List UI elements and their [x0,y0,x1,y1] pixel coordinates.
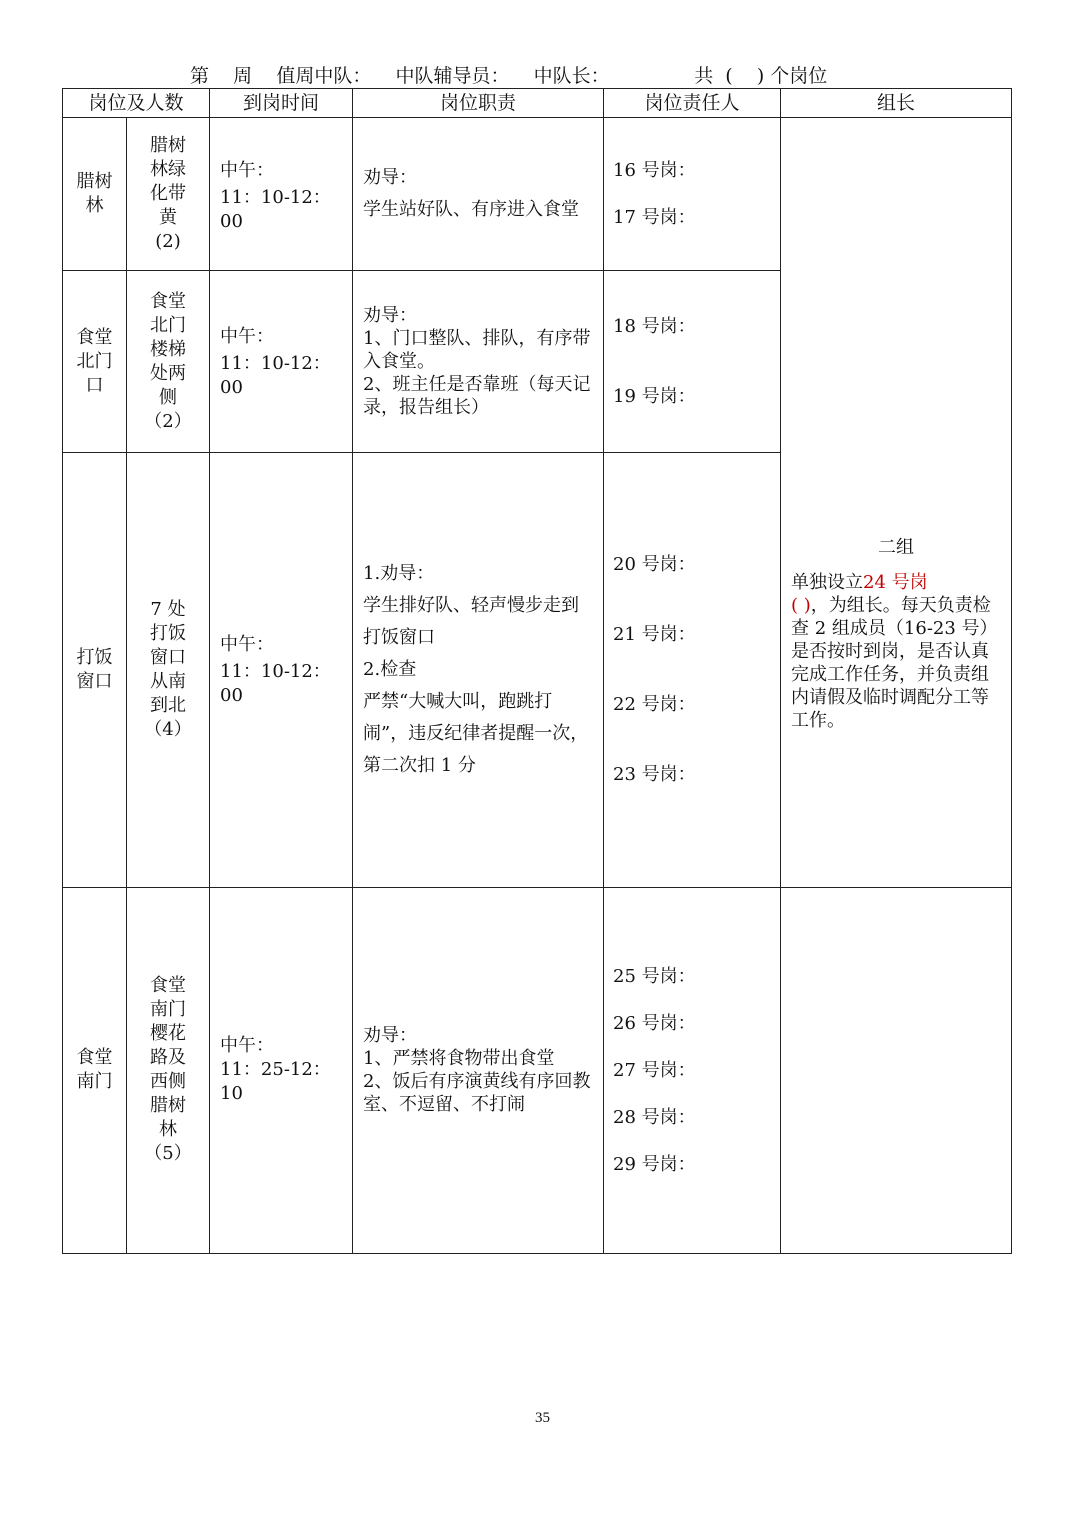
area-cell: 食堂北门口 [63,271,127,453]
time-cell: 中午： 11：25-12：10 [210,887,353,1253]
leader-name-blank: ( ) [791,594,811,616]
area-cell: 打饭窗口 [63,453,127,887]
leader-post-highlight: 24 号岗 [863,571,928,593]
leader-cell [781,118,1012,888]
spot-cell: 食堂南门樱花路及西侧腊树林 （5） [127,887,210,1253]
page-number: 35 [535,1410,550,1426]
spot-cell: 腊树林绿化带黄 (2) [127,118,210,271]
post-cell: 18 号岗： 19 号岗： [604,271,781,453]
time-cell: 中午： 11：10-12：00 [210,453,353,887]
col-header-duty: 岗位职责 [353,89,604,118]
col-header-person: 岗位责任人 [604,89,781,118]
duty-cell: 1.劝导： 学生排好队、轻声慢步走到打饭窗口 2.检查 严禁“大喊大叫，跑跳打闹”，违反纪律者提醒一次，第二次扣 1 分 [353,453,604,887]
post-cell: 20 号岗： 21 号岗： 22 号岗： 23 号岗： [604,453,781,887]
leader-description: 单独设立24 号岗 ( )，为组长。每天负责检查 2 组成员（16-23 号）是否按时到岗，是否认真完成工作任务，并负责组内请假及临时调配分工等工作。 [791,571,998,731]
page-header: 第 周 值周中队： 中队辅导员： 中队长： 共 ( ) 个岗位 [190,65,828,87]
area-cell: 腊树林 [63,118,127,271]
duty-cell: 劝导： 1、严禁将食物带出食堂 2、饭后有序演黄线有序回教室、不逗留、不打闹 [353,887,604,1253]
post-cell: 16 号岗： 17 号岗： [604,118,781,271]
group-name: 二组 [878,536,915,558]
col-header-post: 岗位及人数 [63,89,210,118]
table-row [63,118,1012,271]
table-row [63,887,1012,1253]
table-header-row [63,89,1012,118]
time-cell: 中午： 11：10-12：00 [210,271,353,453]
post-cell: 25 号岗： 26 号岗： 27 号岗： 28 号岗： 29 号岗： [604,887,781,1253]
area-cell: 食堂南门 [63,887,127,1253]
col-header-time: 到岗时间 [210,89,353,118]
duty-cell: 劝导： 1、门口整队、排队，有序带入食堂。 2、班主任是否靠班（每天记录，报告组长） [353,271,604,453]
duty-cell: 劝导： 学生站好队、有序进入食堂 [353,118,604,271]
spot-cell: 食堂北门楼梯处两侧 （2） [127,271,210,453]
time-cell: 中午： 11：10-12：00 [210,118,353,271]
col-header-leader: 组长 [781,89,1012,118]
leader-cell-empty [781,887,1012,1253]
spot-cell: 7 处打饭窗口从南到北 （4） [127,453,210,887]
duty-table [62,88,1012,1254]
